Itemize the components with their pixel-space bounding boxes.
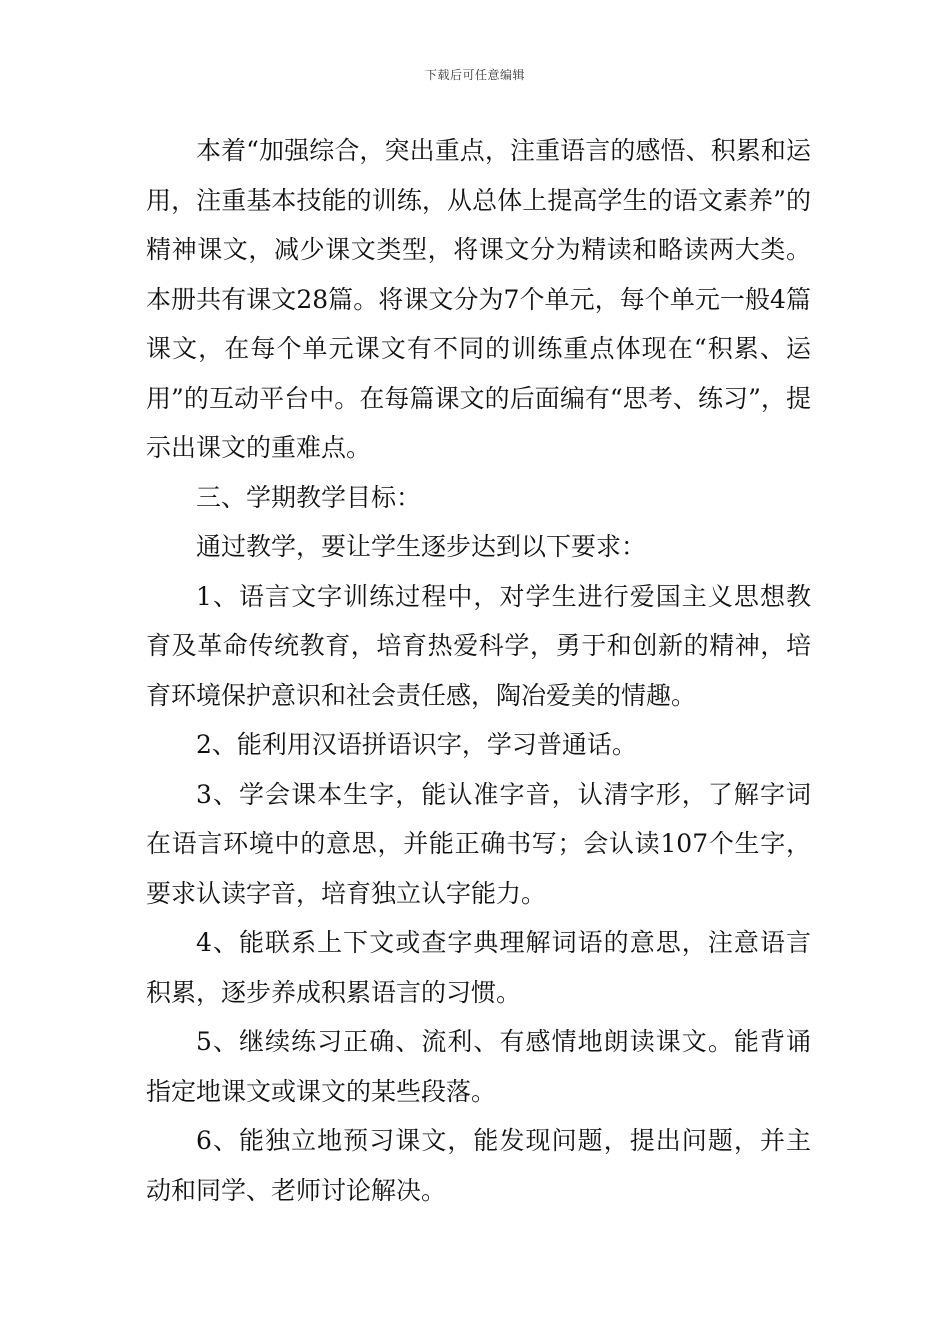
- paragraph-textbook-overview: 本着“加强综合，突出重点，注重语言的感悟、积累和运用，注重基本技能的训练，从总体上提高学生的语文素养”的精神课文，减少课文类型，将课文分为精读和略读两大类。本册共有课文28篇。将课文分为7个单元，每个单元一般4篇课文，在每个单元课文有不同的训练重点体现在“积累、运用”的互动平台中。在每篇课文的后面编有“思考、练习”，提示出课文的重难点。: [146, 136, 811, 462]
- section-heading-semester-goals: 三、学期教学目标：: [196, 482, 422, 512]
- paragraph-goals-intro: 通过教学，要让学生逐步达到以下要求：: [196, 532, 647, 561]
- goal-item-5: 5、继续练习正确、流利、有感情地朗读课文。能背诵指定地课文或课文的某些段落。: [146, 1027, 811, 1106]
- goal-item-3: 3、学会课本生字，能认准字音，认清字形，了解字词在语言环境中的意思，并能正确书写；会认读107个生字，要求认读字音，培育独立认字能力。: [146, 779, 811, 908]
- goal-item-4: 4、能联系上下文或查字典理解词语的意思，注意语言积累，逐步养成积累语言的习惯。: [146, 928, 811, 1007]
- goal-item-1: 1、语言文字训练过程中，对学生进行爱国主义思想教育及革命传统教育，培育热爱科学，勇于和创新的精神，培育环境保护意识和社会责任感，陶冶爱美的情趣。: [146, 581, 811, 710]
- goal-item-2: 2、能利用汉语拼语识字，学习普通话。: [196, 730, 637, 759]
- goal-item-6: 6、能独立地预习课文，能发现问题，提出问题，并主动和同学、老师讨论解决。: [146, 1126, 811, 1205]
- page-header: 下载后可任意编辑: [424, 68, 525, 82]
- document-body: [146, 126, 811, 1215]
